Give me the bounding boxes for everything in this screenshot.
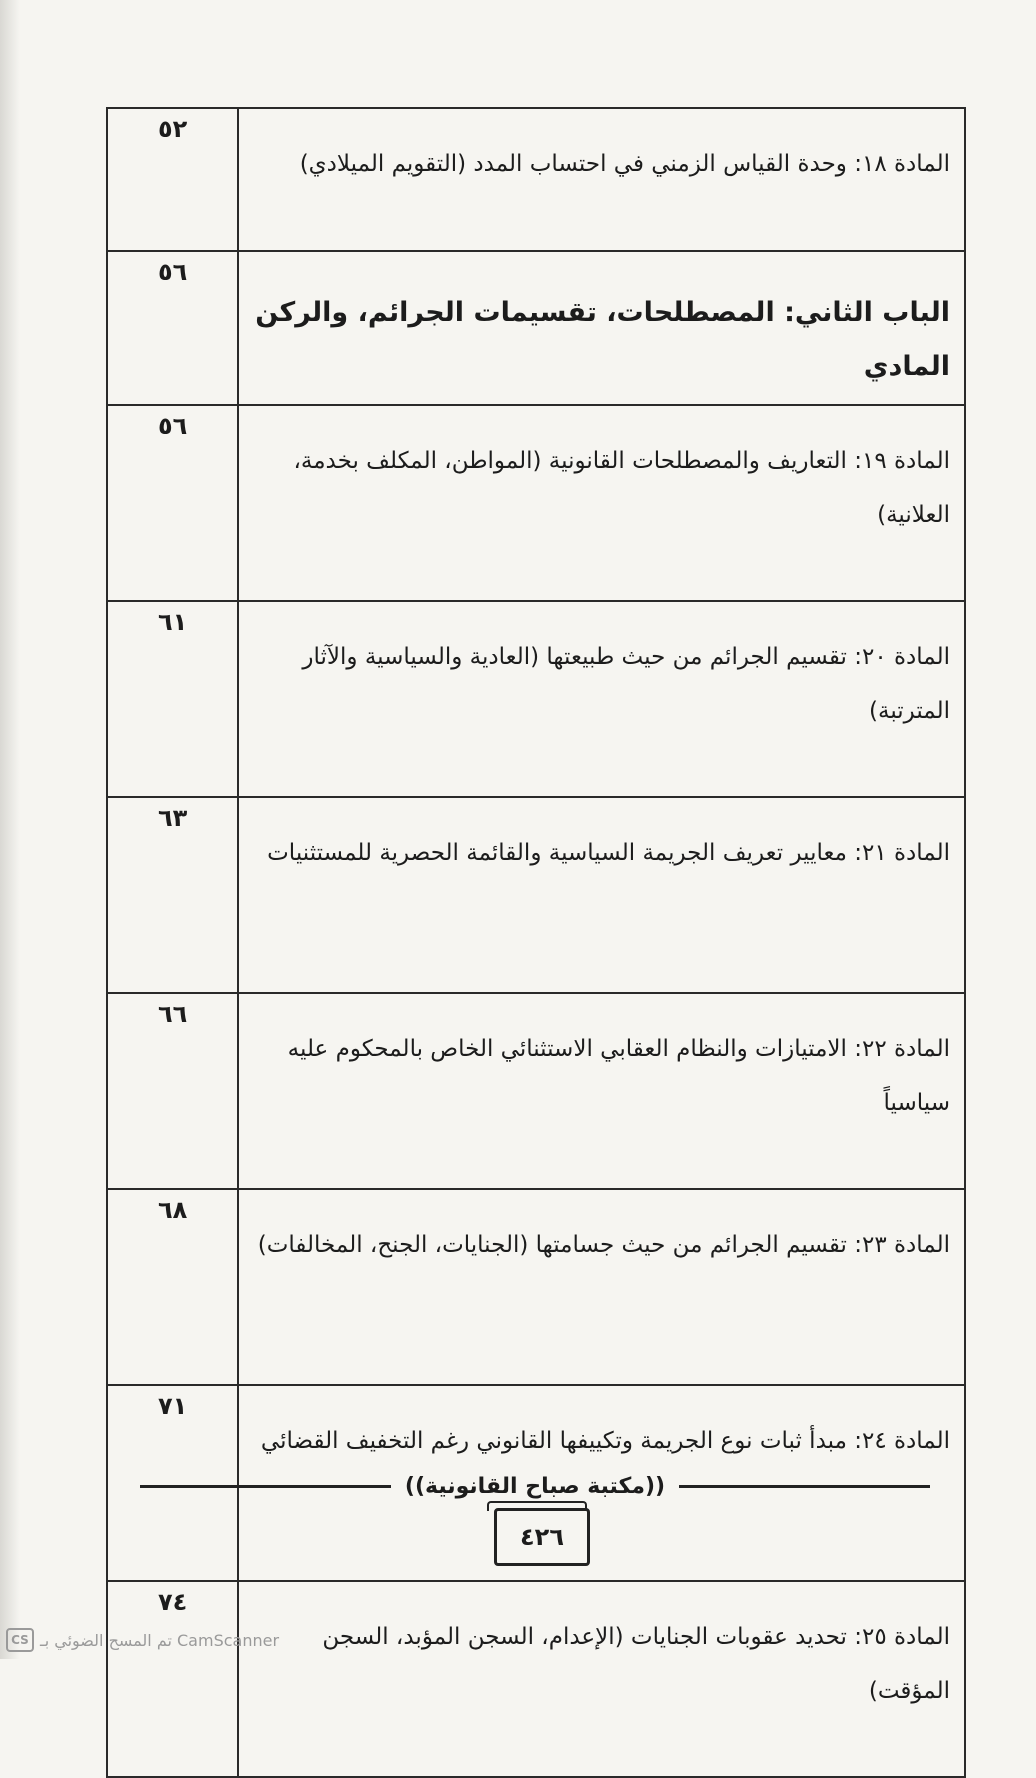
footer-rule (140, 1485, 391, 1488)
table-row (107, 601, 965, 797)
toc-page-number: ٧١ (107, 1385, 238, 1581)
table-row (107, 1581, 965, 1777)
page-number: ٤٢٦ (520, 1523, 564, 1551)
table-row (107, 405, 965, 601)
toc-page-number: ٦٨ (107, 1189, 238, 1385)
toc-entry-text: المادة ٢١: معايير تعريف الجريمة السياسية والقائمة الحصرية للمستثنيات (238, 797, 965, 993)
camscanner-logo-icon: CS (6, 1628, 34, 1652)
toc-page-number: ٧٤ (107, 1581, 238, 1777)
table-row (107, 993, 965, 1189)
toc-page-number: ٦٦ (107, 993, 238, 1189)
toc-page-number: ٥٢ (107, 108, 238, 251)
toc-entry-text: المادة ٢٤: مبدأ ثبات نوع الجريمة وتكييفها القانوني رغم التخفيف القضائي (238, 1385, 965, 1581)
toc-entry-text: المادة ٢٥: تحديد عقوبات الجنايات (الإعدام، السجن المؤبد، السجن المؤقت) (238, 1581, 965, 1777)
watermark-text: تم المسح الضوئي بـ CamScanner (40, 1630, 280, 1650)
chapter-heading: الباب الثاني: المصطلحات، تقسيمات الجرائم، والركن المادي (238, 251, 965, 405)
toc-page-number: ٥٦ (107, 405, 238, 601)
page-number-box (494, 1508, 590, 1566)
toc-entry-text: المادة ٢٣: تقسيم الجرائم من حيث جسامتها (الجنايات، الجنح، المخالفات) (238, 1189, 965, 1385)
table-row (107, 1189, 965, 1385)
publisher-name: ((مكتبة صباح القانونية)) (404, 1473, 666, 1499)
toc-page-number: ٥٦ (107, 251, 238, 405)
toc-entry-text: المادة ٢٢: الامتيازات والنظام العقابي الاستثنائي الخاص بالمحكوم عليه سياسياً (238, 993, 965, 1189)
toc-entry-text: المادة ١٩: التعاريف والمصطلحات القانونية (المواطن، المكلف بخدمة، العلانية) (238, 405, 965, 601)
table-row (107, 108, 965, 251)
toc-page-number: ٦٣ (107, 797, 238, 993)
toc-entry-text: المادة ٢٠: تقسيم الجرائم من حيث طبيعتها (العادية والسياسية والآثار المترتبة) (238, 601, 965, 797)
footer (140, 1466, 930, 1506)
toc-entry-text: المادة ١٨: وحدة القياس الزمني في احتساب المدد (التقويم الميلادي) (238, 108, 965, 251)
page-edge-shadow (0, 0, 20, 1659)
table-row (107, 251, 965, 405)
table-row (107, 797, 965, 993)
scanner-watermark (6, 1628, 279, 1652)
footer-rule (679, 1485, 930, 1488)
toc-page-number: ٦١ (107, 601, 238, 797)
